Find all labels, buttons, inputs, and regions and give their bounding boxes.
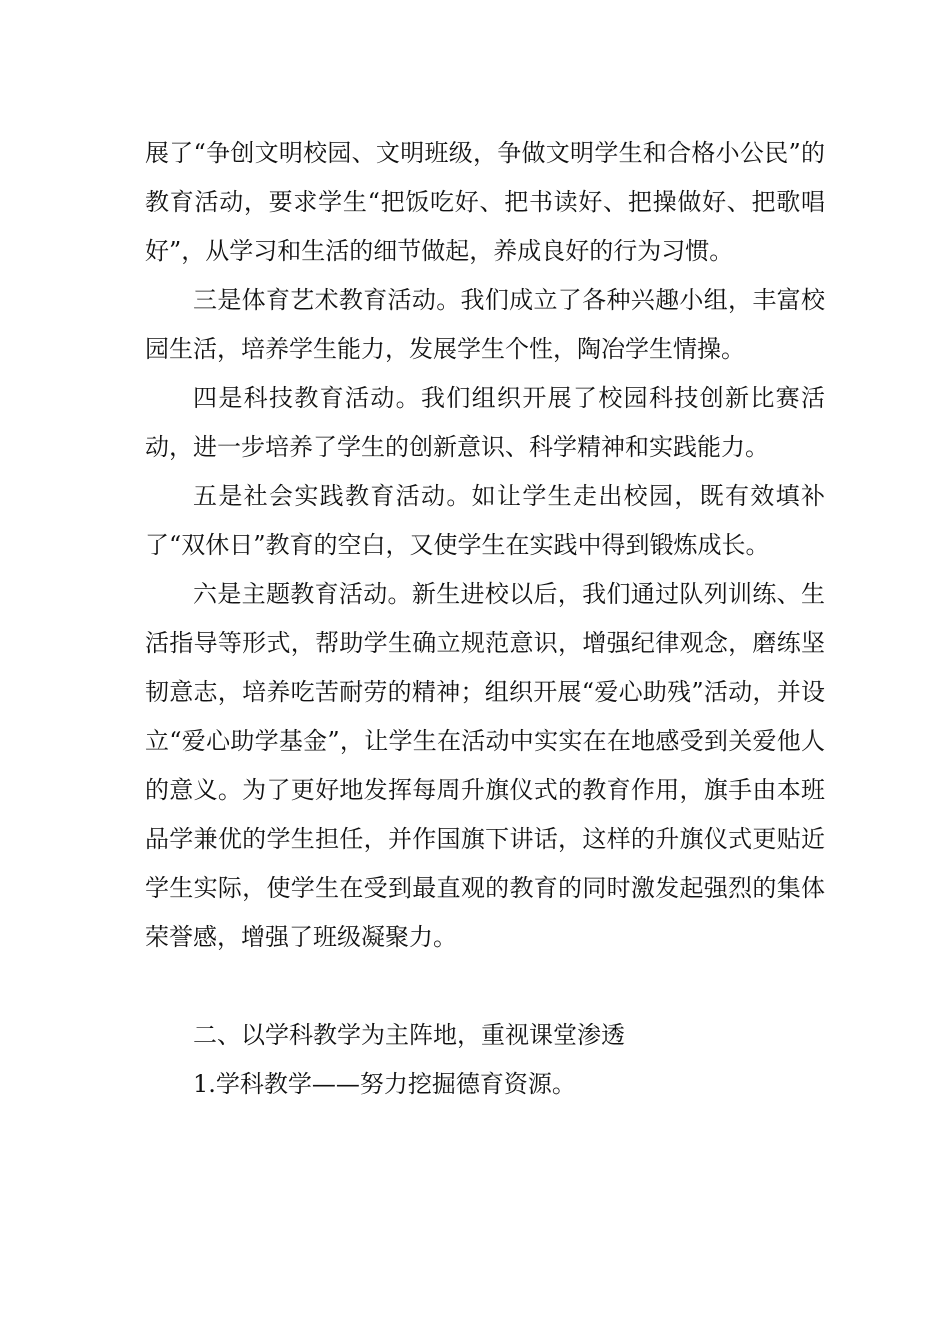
document-body	[145, 129, 825, 1109]
paragraph-continued: 展了“争创文明校园、文明班级，争做文明学生和合格小公民”的教育活动，要求学生“把饭吃好、把书读好、把操做好、把歌唱好”，从学习和生活的细节做起，养成良好的行为习惯。	[145, 139, 825, 265]
paragraph-theme-education: 六是主题教育活动。新生进校以后，我们通过队列训练、生活指导等形式，帮助学生确立规范意识，增强纪律观念，磨练坚韧意志，培养吃苦耐劳的精神；组织开展“爱心助残”活动，并设立“爱心助学基金”，让学生在活动中实实在在地感受到关爱他人的意义。为了更好地发挥每周升旗仪式的教育作用，旗手由本班品学兼优的学生担任，并作国旗下讲话，这样的升旗仪式更贴近学生实际，使学生在受到最直观的教育的同时激发起强烈的集体荣誉感，增强了班级凝聚力。	[145, 580, 825, 951]
paragraph-social-practice: 五是社会实践教育活动。如让学生走出校园，既有效填补了“双休日”教育的空白，又使学生在实践中得到锻炼成长。	[145, 482, 825, 559]
paragraph-technology: 四是科技教育活动。我们组织开展了校园科技创新比赛活动，进一步培养了学生的创新意识、科学精神和实践能力。	[145, 384, 825, 461]
paragraph-sports-arts: 三是体育艺术教育活动。我们成立了各种兴趣小组，丰富校园生活，培养学生能力，发展学生个性，陶冶学生情操。	[145, 286, 825, 363]
subheading: 1.学科教学——努力挖掘德育资源。	[193, 1070, 576, 1098]
section-heading: 二、以学科教学为主阵地，重视课堂渗透	[193, 1021, 625, 1049]
